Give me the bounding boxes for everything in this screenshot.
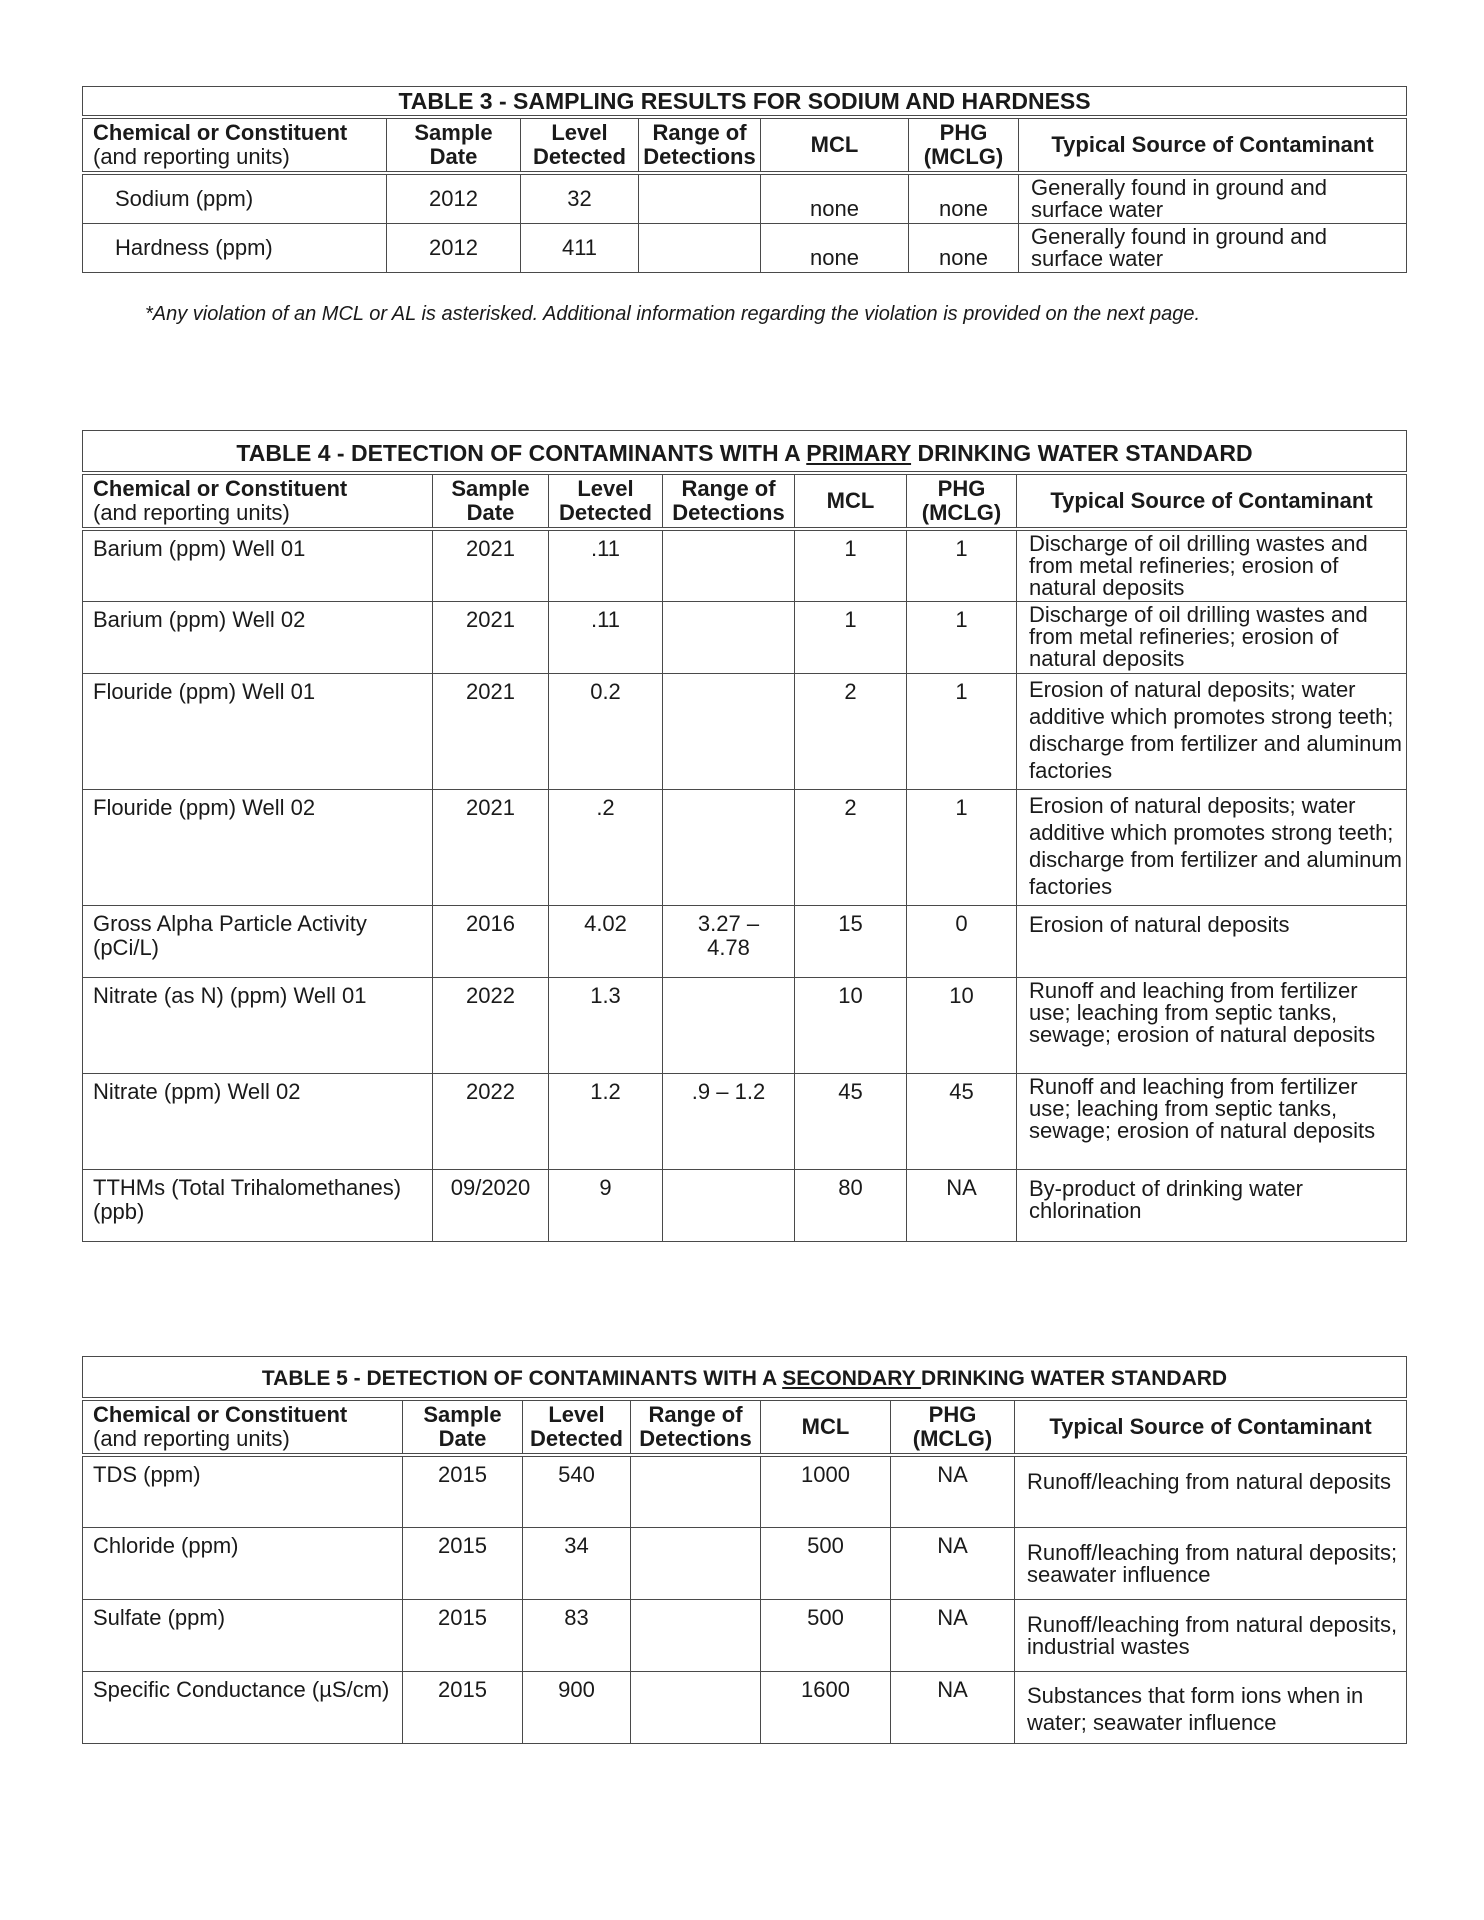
table-cell: Erosion of natural deposits; water additive which promotes strong teeth; discharge from fertilizer and aluminum factories [1017,674,1407,790]
header-sample-date: Sample Date [403,1399,523,1455]
table-cell: 1 [907,674,1017,790]
table-cell: 1 [795,602,907,674]
table-cell: .11 [549,529,663,602]
table-cell: NA [891,1671,1015,1743]
header-range: Range of Detections [631,1399,761,1455]
table-cell [631,1455,761,1527]
table-row [83,1170,1407,1242]
header-mcl: MCL [795,473,907,529]
table-cell: 10 [795,978,907,1074]
table-cell: TTHMs (Total Trihalomethanes) (ppb) [83,1170,433,1242]
table-cell [631,1527,761,1599]
table-cell: Runoff and leaching from fertilizer use; leaching from septic tanks, sewage; erosion of natural deposits [1017,1074,1407,1170]
table-row [83,978,1407,1074]
header-sample-date: Sample Date [433,473,549,529]
table-cell: NA [891,1455,1015,1527]
table-cell: 10 [907,978,1017,1074]
table-cell: Sulfate (ppm) [83,1599,403,1671]
table-cell: NA [891,1599,1015,1671]
violation-footnote: *Any violation of an MCL or AL is asterisked. Additional information regarding the violation is provided on the next page. [145,303,1201,325]
table-cell: 2015 [403,1455,523,1527]
table-cell: 4.02 [549,906,663,978]
header-level-detected: Level Detected [549,473,663,529]
header-chemical: Chemical or Constituent (and reporting units) [83,1399,403,1455]
table-cell: Gross Alpha Particle Activity (pCi/L) [83,906,433,978]
table-cell [663,602,795,674]
table-5-title: TABLE 5 - DETECTION OF CONTAMINANTS WITH A SECONDARY DRINKING WATER STANDARD [83,1357,1407,1400]
table-cell: 34 [523,1527,631,1599]
table-cell: 540 [523,1455,631,1527]
header-source: Typical Source of Contaminant [1015,1399,1407,1455]
header-phg: PHG (MCLG) [907,473,1017,529]
table-cell [663,1170,795,1242]
table-cell: Flouride (ppm) Well 01 [83,674,433,790]
table-cell: 1.2 [549,1074,663,1170]
header-source: Typical Source of Contaminant [1017,473,1407,529]
table-cell: Erosion of natural deposits [1017,906,1407,978]
table-cell [663,674,795,790]
table-cell: 2021 [433,602,549,674]
table-row [83,1074,1407,1170]
table-cell: 45 [907,1074,1017,1170]
table-cell: 1600 [761,1671,891,1743]
table-row [83,1455,1407,1527]
table-cell: By-product of drinking water chlorination [1017,1170,1407,1242]
table-cell: 15 [795,906,907,978]
header-level-detected: Level Detected [521,117,639,173]
table-cell: 2015 [403,1527,523,1599]
table-cell: 09/2020 [433,1170,549,1242]
table-row: Hardness (ppm) 2012 411 none none Generally found in ground and surface water [83,224,1407,273]
table-cell: 83 [523,1599,631,1671]
table-row [83,1671,1407,1743]
table-cell: 2021 [433,529,549,602]
table-cell: Runoff and leaching from fertilizer use; leaching from septic tanks, sewage; erosion of natural deposits [1017,978,1407,1074]
header-mcl: MCL [761,1399,891,1455]
table-row [83,529,1407,602]
table-cell [631,1671,761,1743]
table-cell: 1000 [761,1455,891,1527]
header-level-detected: Level Detected [523,1399,631,1455]
table-cell: 500 [761,1599,891,1671]
table-cell: 2015 [403,1599,523,1671]
table-cell: Erosion of natural deposits; water additive which promotes strong teeth; discharge from fertilizer and aluminum factories [1017,790,1407,906]
table-cell: Chloride (ppm) [83,1527,403,1599]
table-cell: .2 [549,790,663,906]
table-4-header-row [83,473,1407,529]
table-cell: 9 [549,1170,663,1242]
table-cell [663,790,795,906]
table-cell: 1 [907,602,1017,674]
table-row [83,790,1407,906]
table-cell: 500 [761,1527,891,1599]
table-cell: Runoff/leaching from natural deposits [1015,1455,1407,1527]
header-source: Typical Source of Contaminant [1019,117,1407,173]
table-5-secondary-standard [82,1356,1407,1744]
header-phg: PHG (MCLG) [891,1399,1015,1455]
header-chemical: Chemical or Constituent (and reporting units) [83,473,433,529]
table-cell: NA [907,1170,1017,1242]
table-cell: Discharge of oil drilling wastes and from metal refineries; erosion of natural deposits [1017,529,1407,602]
table-cell [631,1599,761,1671]
table-cell: 900 [523,1671,631,1743]
header-range: Range of Detections [663,473,795,529]
table-cell: Runoff/leaching from natural deposits, industrial wastes [1015,1599,1407,1671]
header-range: Range of Detections [639,117,761,173]
table-cell: Discharge of oil drilling wastes and from metal refineries; erosion of natural deposits [1017,602,1407,674]
table-cell: Flouride (ppm) Well 02 [83,790,433,906]
table-row [83,602,1407,674]
table-cell: 2022 [433,1074,549,1170]
header-mcl: MCL [761,117,909,173]
table-row [83,1527,1407,1599]
header-sample-date: Sample Date [387,117,521,173]
table-cell: 2021 [433,674,549,790]
table-3-sodium-hardness [82,86,1407,273]
table-cell [663,978,795,1074]
table-cell: 1 [907,529,1017,602]
table-row [83,1599,1407,1671]
table-cell: 80 [795,1170,907,1242]
table-cell: TDS (ppm) [83,1455,403,1527]
table-cell: 2016 [433,906,549,978]
table-5-header-row [83,1399,1407,1455]
table-cell: Nitrate (as N) (ppm) Well 01 [83,978,433,1074]
table-3-header-row [83,117,1407,173]
table-3-title: TABLE 3 - SAMPLING RESULTS FOR SODIUM AND HARDNESS [83,87,1407,118]
table-cell: 45 [795,1074,907,1170]
table-row [83,674,1407,790]
table-cell [663,529,795,602]
table-cell: Runoff/leaching from natural deposits; seawater influence [1015,1527,1407,1599]
table-cell: 1 [795,529,907,602]
table-cell: Barium (ppm) Well 01 [83,529,433,602]
table-cell: Specific Conductance (µS/cm) [83,1671,403,1743]
table-cell: 1 [907,790,1017,906]
table-cell: 2021 [433,790,549,906]
table-4-title: TABLE 4 - DETECTION OF CONTAMINANTS WITH A PRIMARY DRINKING WATER STANDARD [83,431,1407,474]
table-cell: 1.3 [549,978,663,1074]
table-cell: 2 [795,790,907,906]
header-chemical: Chemical or Constituent (and reporting units) [83,117,387,173]
table-4-primary-standard [82,430,1407,1242]
table-cell: 0.2 [549,674,663,790]
table-cell: 2015 [403,1671,523,1743]
table-cell: 2 [795,674,907,790]
table-cell: 3.27 – 4.78 [663,906,795,978]
table-cell: .11 [549,602,663,674]
header-phg: PHG (MCLG) [909,117,1019,173]
table-cell: 0 [907,906,1017,978]
table-row: Sodium (ppm) 2012 32 none none Generally found in ground and surface water [83,173,1407,224]
table-cell: .9 – 1.2 [663,1074,795,1170]
table-cell: NA [891,1527,1015,1599]
table-cell: Barium (ppm) Well 02 [83,602,433,674]
table-row [83,906,1407,978]
table-cell: 2022 [433,978,549,1074]
table-cell: Nitrate (ppm) Well 02 [83,1074,433,1170]
table-cell: Substances that form ions when in water; seawater influence [1015,1671,1407,1743]
